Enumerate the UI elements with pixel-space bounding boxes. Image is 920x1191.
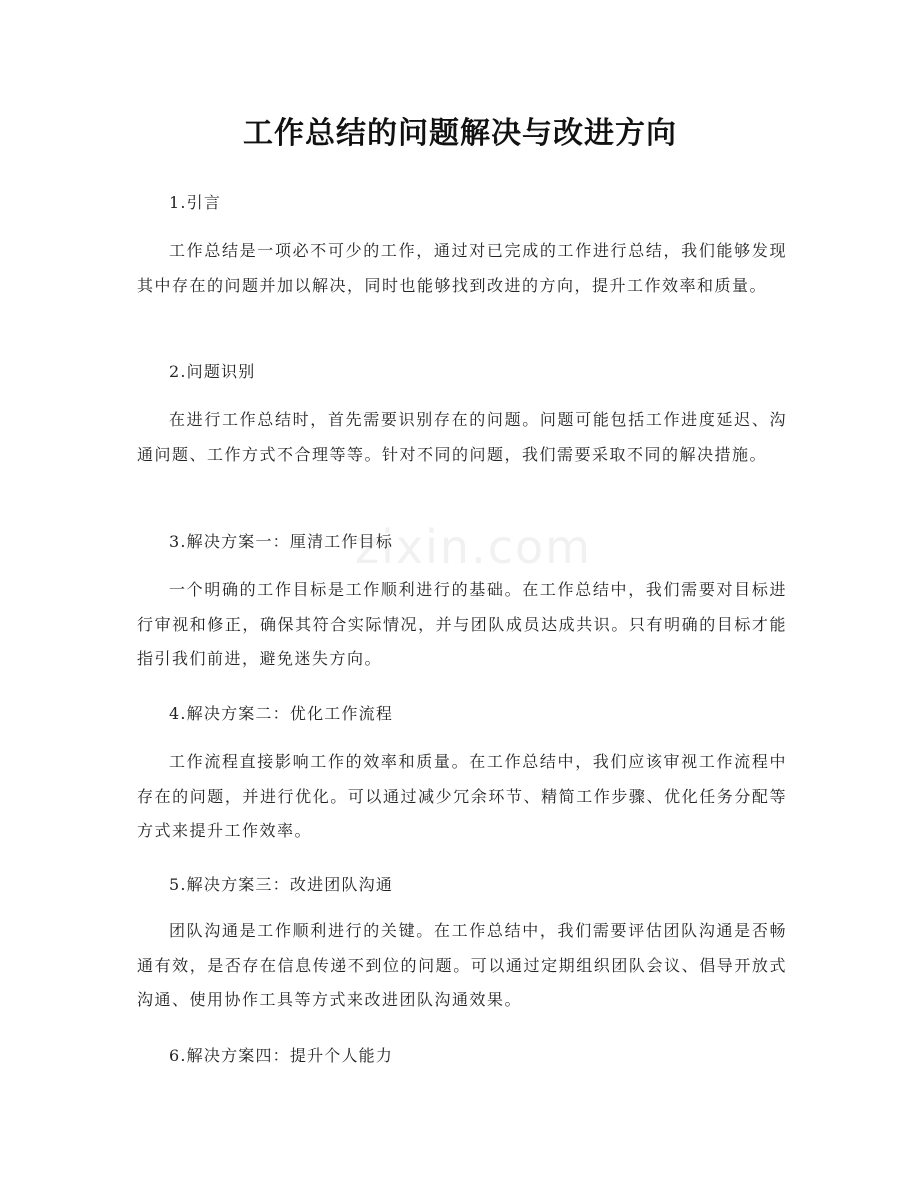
watermark: zixin.com xyxy=(355,520,592,574)
section-body-4: 工作流程直接影响工作的效率和质量。在工作总结中，我们应该审视工作流程中存在的问题，并进行优化。可以通过减少冗余环节、精简工作步骤、优化任务分配等方式来提升工作效率。 xyxy=(137,752,787,840)
section-body-2: 在进行工作总结时，首先需要识别存在的问题。问题可能包括工作进度延迟、沟通问题、工作方式不合理等等。针对不同的问题，我们需要采取不同的解决措施。 xyxy=(137,410,787,464)
page-title: 工作总结的问题解决与改进方向 xyxy=(243,116,677,151)
section-body-1: 工作总结是一项必不可少的工作，通过对已完成的工作进行总结，我们能够发现其中存在的问题并加以解决，同时也能够找到改进的方向，提升工作效率和质量。 xyxy=(137,241,787,295)
section-heading-5: 5.解决方案三：改进团队沟通 xyxy=(169,875,394,894)
section-heading-4: 4.解决方案二：优化工作流程 xyxy=(169,704,394,723)
section-body-3: 一个明确的工作目标是工作顺利进行的基础。在工作总结中，我们需要对目标进行审视和修正，确保其符合实际情况，并与团队成员达成共识。只有明确的目标才能指引我们前进，避免迷失方向。 xyxy=(137,580,787,668)
section-heading-3: 3.解决方案一：厘清工作目标 xyxy=(169,532,394,551)
section-heading-6: 6.解决方案四：提升个人能力 xyxy=(169,1046,394,1065)
section-heading-1: 1.引言 xyxy=(169,193,222,212)
section-body-5: 团队沟通是工作顺利进行的关键。在工作总结中，我们需要评估团队沟通是否畅通有效，是否存在信息传递不到位的问题。可以通过定期组织团队会议、倡导开放式沟通、使用协作工具等方式来改进团队沟通效果。 xyxy=(137,921,787,1009)
section-heading-2: 2.问题识别 xyxy=(169,362,256,381)
